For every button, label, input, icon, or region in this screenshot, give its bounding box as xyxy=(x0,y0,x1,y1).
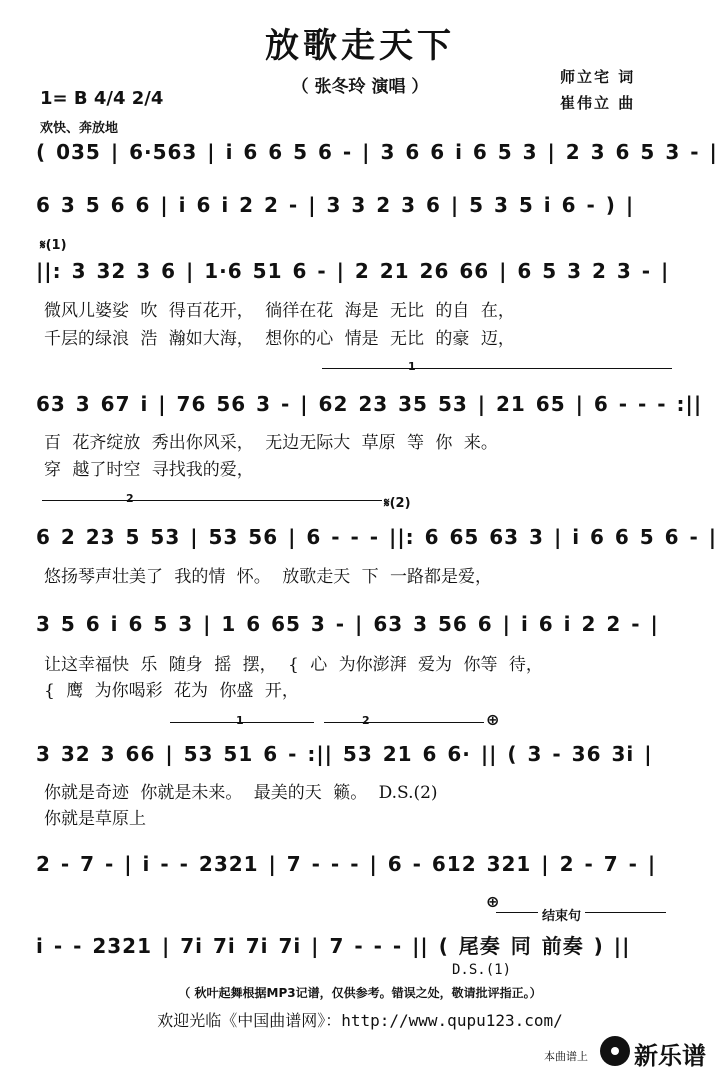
brand-caption: 本曲谱上 xyxy=(544,1050,588,1063)
volta-number-1: 1 xyxy=(408,360,416,373)
lyric-line-6b: { 鹰 为你喝彩 花为 你盛 开， xyxy=(44,681,299,701)
segno-mark-1: 𝄋(1) xyxy=(40,238,67,253)
lyric-line-3a: 微风儿婆娑 吹 得百花开， 徜徉在花 海是 无比 的自 在， xyxy=(44,301,515,321)
song-title: 放歌走天下 xyxy=(265,26,455,66)
coda-icon: ⊕ xyxy=(486,710,500,729)
brand-logo-text: 新乐谱 xyxy=(634,1042,706,1070)
volta-number-4: 2 xyxy=(362,714,370,727)
music-line-3: ||: 3 32 3 6 | 1·6 51 6 - | 2 21 26 66 | 6 5 3 2 3 - | xyxy=(36,259,670,283)
music-line-5: 6 2 23 5 53 | 53 56 | 6 - - - ||: 6 65 63 3 | i 6 6 5 6 - | xyxy=(36,525,718,549)
music-line-1: ( 035 | 6·563 | i 6 6 5 6 - | 3 6 6 i 6 5 3 | 2 3 6 5 3 - | xyxy=(36,140,718,164)
key-signature: 1= B 4/4 2/4 xyxy=(40,88,164,109)
volta-bracket-1 xyxy=(322,368,672,369)
lyric-line-4a: 百 花齐绽放 秀出你风采， 无边无际大 草原 等 你 来。 xyxy=(44,433,498,453)
music-line-2: 6 3 5 6 6 | i 6 i 2 2 - | 3 3 2 3 6 | 5 3 5 i 6 - ) | xyxy=(36,193,635,217)
coda-icon-ending: ⊕ xyxy=(486,892,500,911)
music-line-7: 3 32 3 66 | 53 51 6 - :|| 53 21 6 6· || ( 3 - 36 3i | xyxy=(36,742,653,766)
volta-number-2: 2 xyxy=(126,492,134,505)
music-line-9: i - - 2321 | 7i 7i 7i 7i | 7 - - - || ( 尾奏 同 前奏 ) || xyxy=(36,934,631,958)
lyric-line-6a: 让这幸福快 乐 随身 摇 摆， { 心 为你澎湃 爱为 你等 待， xyxy=(44,655,543,675)
lyric-line-3b: 千层的绿浪 浩 瀚如大海， 想你的心 情是 无比 的豪 迈， xyxy=(44,329,515,349)
ending-label: 结束句 xyxy=(538,905,585,924)
lyric-line-7b: 你就是草原上 xyxy=(44,809,146,829)
lyric-line-5a: 悠扬琴声壮美了 我的情 怀。 放歌走天 下 一路都是爱， xyxy=(44,567,493,587)
volta-bracket-4 xyxy=(324,722,484,723)
music-line-6: 3 5 6 i 6 5 3 | 1 6 65 3 - | 63 3 56 6 | i 6 i 2 2 - | xyxy=(36,612,659,636)
volta-number-3: 1 xyxy=(236,714,244,727)
composer-credit: 崔伟立 曲 xyxy=(560,94,636,112)
segno-mark-2: 𝄋(2) xyxy=(384,496,411,511)
singer-credit: （ 张冬玲 演唱 ） xyxy=(291,77,429,97)
lyric-line-4b: 穿 越了时空 寻找我的爱， xyxy=(44,460,254,480)
music-line-4: 63 3 67 i | 76 56 3 - | 62 23 35 53 | 21 65 | 6 - - - :|| xyxy=(36,392,703,416)
lyricist-credit: 师立宅 词 xyxy=(560,68,636,86)
disc-logo-icon xyxy=(600,1036,630,1066)
transcription-note: （ 秋叶起舞根据MP3记谱，仅供参考。错误之处，敬请批评指正。） xyxy=(178,986,542,1000)
welcome-banner: 欢迎光临《中国曲谱网》：http://www.qupu123.com/ xyxy=(157,1011,563,1030)
music-line-8: 2 - 7 - | i - - 2321 | 7 - - - | 6 - 612 321 | 2 - 7 - | xyxy=(36,852,657,876)
volta-bracket-2 xyxy=(42,500,382,501)
ds-note: D.S.(1) xyxy=(452,962,512,978)
lyric-line-7a: 你就是奇迹 你就是未来。 最美的天 籁。 D.S.(2) xyxy=(44,783,438,803)
tempo-marking: 欢快、奔放地 xyxy=(40,121,119,136)
